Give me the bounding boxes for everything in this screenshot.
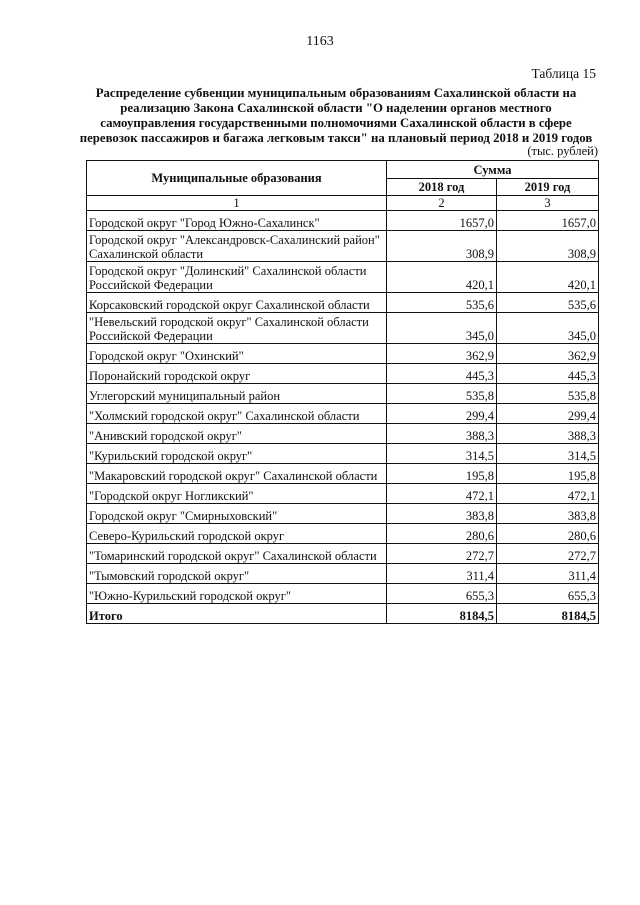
value-2018: 383,8 (387, 504, 497, 524)
municipality-name: "Макаровский городской округ" Сахалинской области (87, 464, 387, 484)
value-2019: 308,9 (497, 231, 599, 262)
title-line-2: реализацию Закона Сахалинской области "О наделении органов местного (120, 101, 552, 115)
value-2019: 655,3 (497, 584, 599, 604)
value-2018: 472,1 (387, 484, 497, 504)
value-2019: 299,4 (497, 404, 599, 424)
value-2018: 535,6 (387, 293, 497, 313)
table-row (87, 211, 599, 231)
value-2018: 345,0 (387, 313, 497, 344)
table-row (87, 424, 599, 444)
value-2018: 314,5 (387, 444, 497, 464)
table-row (87, 564, 599, 584)
header-row-1 (87, 161, 599, 179)
value-2019: 445,3 (497, 364, 599, 384)
value-2018: 445,3 (387, 364, 497, 384)
value-2018: 280,6 (387, 524, 497, 544)
table-row (87, 384, 599, 404)
table-row (87, 524, 599, 544)
total-label: Итого (87, 604, 387, 624)
value-2018: 311,4 (387, 564, 497, 584)
title-line-4: перевозок пассажиров и багажа легковым такси" на плановый период 2018 и 2019 годов (79, 131, 593, 145)
total-2018: 8184,5 (387, 604, 497, 624)
value-2018: 308,9 (387, 231, 497, 262)
table-row (87, 504, 599, 524)
total-2019: 8184,5 (497, 604, 599, 624)
municipality-name: "Холмский городской округ" Сахалинской области (87, 404, 387, 424)
municipality-name: Городской округ "Александровск-Сахалинский район" Сахалинской области (87, 231, 387, 262)
value-2018: 1657,0 (387, 211, 497, 231)
value-2018: 535,8 (387, 384, 497, 404)
title-line-3: самоуправления государственными полномочиями Сахалинской области в сфере (100, 116, 572, 130)
units-note: (тыс. рублей) (527, 144, 598, 158)
table-row (87, 293, 599, 313)
column-number-3: 3 (497, 196, 599, 211)
table-row (87, 404, 599, 424)
column-number-row (87, 196, 599, 211)
value-2019: 420,1 (497, 262, 599, 293)
value-2019: 362,9 (497, 344, 599, 364)
municipality-name: Городской округ "Охинский" (87, 344, 387, 364)
municipality-name: Поронайский городской округ (87, 364, 387, 384)
value-2018: 195,8 (387, 464, 497, 484)
municipality-name: Городской округ "Смирныховский" (87, 504, 387, 524)
table-row (87, 262, 599, 293)
municipality-name: "Томаринский городской округ" Сахалинской области (87, 544, 387, 564)
value-2019: 345,0 (497, 313, 599, 344)
table-row (87, 344, 599, 364)
value-2018: 299,4 (387, 404, 497, 424)
table-row (87, 584, 599, 604)
municipality-name: Городской округ "Долинский" Сахалинской области Российской Федерации (87, 262, 387, 293)
value-2019: 195,8 (497, 464, 599, 484)
municipality-name: Корсаковский городской округ Сахалинской области (87, 293, 387, 313)
municipality-name: "Невельский городской округ" Сахалинской области Российской Федерации (87, 313, 387, 344)
table-row (87, 484, 599, 504)
value-2019: 1657,0 (497, 211, 599, 231)
header-year-2019: 2019 год (497, 179, 599, 196)
subsidy-table (86, 160, 599, 624)
value-2018: 655,3 (387, 584, 497, 604)
value-2019: 535,6 (497, 293, 599, 313)
municipality-name: Городской округ "Город Южно-Сахалинск" (87, 211, 387, 231)
value-2019: 472,1 (497, 484, 599, 504)
municipality-name: "Южно-Курильский городской округ" (87, 584, 387, 604)
header-municipality: Муниципальные образования (87, 161, 387, 196)
value-2019: 272,7 (497, 544, 599, 564)
column-number-1: 1 (87, 196, 387, 211)
value-2019: 311,4 (497, 564, 599, 584)
municipality-name: "Городской округ Ногликский" (87, 484, 387, 504)
table-row (87, 364, 599, 384)
header-sum: Сумма (387, 161, 599, 179)
total-row (87, 604, 599, 624)
table-row (87, 231, 599, 262)
table-label: Таблица 15 (531, 66, 596, 81)
table-row (87, 464, 599, 484)
page-number: 1163 (306, 34, 334, 49)
value-2019: 383,8 (497, 504, 599, 524)
table-row (87, 444, 599, 464)
municipality-name: "Тымовский городской округ" (87, 564, 387, 584)
document-title (76, 86, 596, 146)
value-2019: 314,5 (497, 444, 599, 464)
municipality-name: Северо-Курильский городской округ (87, 524, 387, 544)
column-number-2: 2 (387, 196, 497, 211)
value-2019: 535,8 (497, 384, 599, 404)
value-2019: 280,6 (497, 524, 599, 544)
municipality-name: Углегорский муниципальный район (87, 384, 387, 404)
value-2018: 362,9 (387, 344, 497, 364)
title-line-1: Распределение субвенции муниципальным образованиям Сахалинской области на (95, 86, 577, 100)
value-2018: 272,7 (387, 544, 497, 564)
value-2018: 420,1 (387, 262, 497, 293)
table-row (87, 544, 599, 564)
value-2019: 388,3 (497, 424, 599, 444)
municipality-name: "Анивский городской округ" (87, 424, 387, 444)
municipality-name: "Курильский городской округ" (87, 444, 387, 464)
header-year-2018: 2018 год (387, 179, 497, 196)
table-row (87, 313, 599, 344)
value-2018: 388,3 (387, 424, 497, 444)
